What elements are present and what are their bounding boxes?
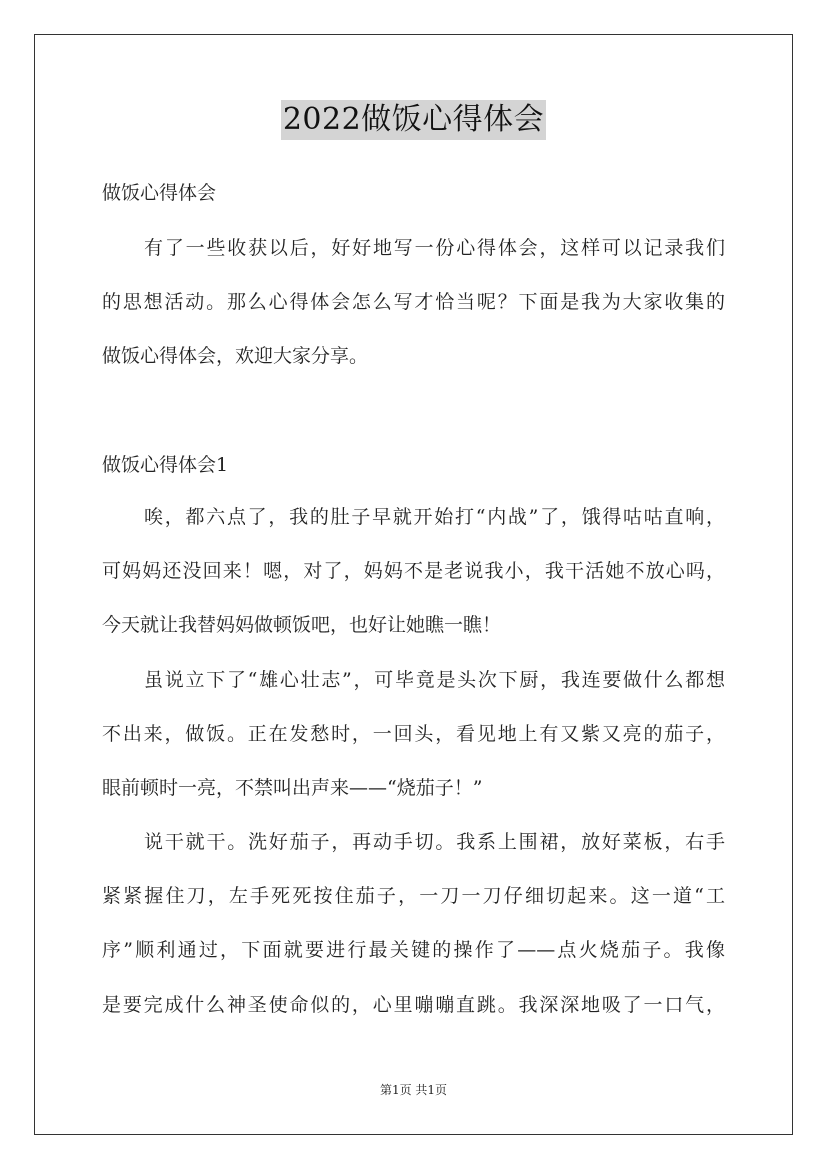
- body-line-8: 紧紧握住刀，左手死死按住茄子，一刀一刀仔细切起来。这一道“工: [102, 885, 725, 907]
- body-line-4: 虽说立下了“雄心壮志”，可毕竟是头次下厨，我连要做什么都想: [144, 669, 725, 691]
- body-line-3: 今天就让我替妈妈做顿饭吧，也好让她瞧一瞧！: [102, 614, 502, 636]
- body-line-10: 是要完成什么神圣使命似的，心里嘣嘣直跳。我深深地吸了一口气，: [102, 994, 725, 1016]
- body-line-5: 不出来，做饭。正在发愁时，一回头，看见地上有又紫又亮的茄子，: [102, 723, 725, 745]
- section-heading: 做饭心得体会1: [102, 454, 229, 476]
- intro-line-1: 有了一些收获以后，好好地写一份心得体会，这样可以记录我们: [144, 237, 725, 259]
- intro-line-3: 做饭心得体会，欢迎大家分享。: [102, 345, 369, 367]
- body-line-2: 可妈妈还没回来！嗯，对了，妈妈不是老说我小，我干活她不放心吗，: [102, 560, 725, 582]
- body-line-1: 唉，都六点了，我的肚子早就开始打“内战”了，饿得咕咕直响，: [144, 506, 725, 528]
- body-line-6: 眼前顿时一亮，不禁叫出声来——“烧茄子！”: [102, 777, 483, 799]
- body-line-7: 说干就干。洗好茄子，再动手切。我系上围裙，放好菜板，右手: [144, 831, 725, 853]
- title-container: [0, 100, 827, 140]
- page-footer: 第1页 共1页: [379, 1083, 448, 1097]
- subtitle: 做饭心得体会: [102, 182, 217, 204]
- intro-line-2: 的思想活动。那么心得体会怎么写才恰当呢？下面是我为大家收集的: [102, 291, 725, 313]
- body-line-9: 序”顺利通过，下面就要进行最关键的操作了——点火烧茄子。我像: [102, 939, 725, 961]
- document-title: 2022做饭心得体会: [281, 100, 546, 140]
